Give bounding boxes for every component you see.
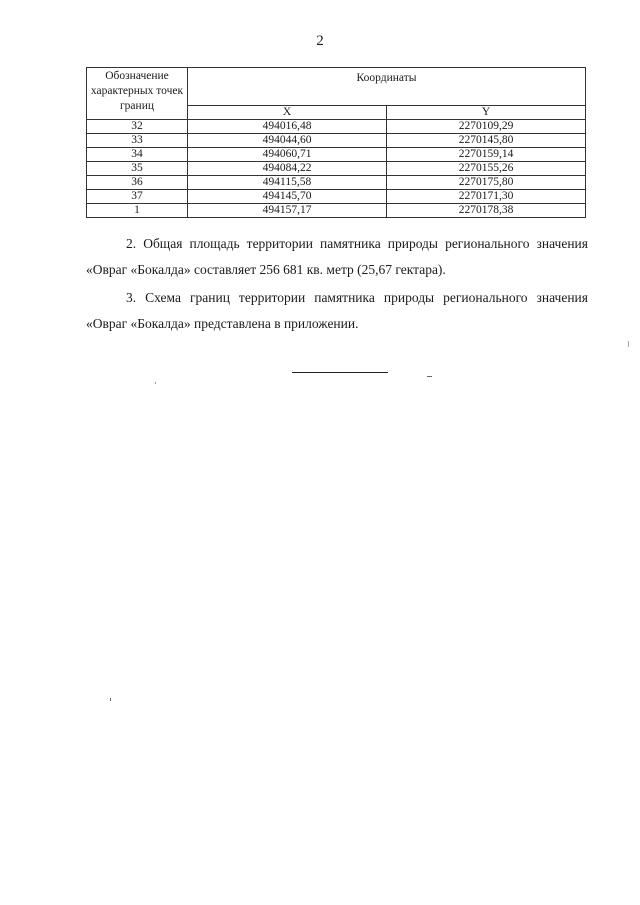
point-designation-header: Обозначение характерных точек границ [87, 68, 188, 120]
y-cell: 2270175,80 [387, 176, 586, 190]
paragraph-total-area: 2. Общая площадь территории памятника природы регионального значения «Овраг «Бокалда» составляет 256 681 кв. метр (25,67 гектара). [86, 236, 588, 277]
point-cell: 35 [87, 162, 188, 176]
paragraph-scheme-reference: 3. Схема границ территории памятника природы регионального значения «Овраг «Бокалда» представлена в приложении. [86, 290, 588, 331]
x-cell: 494145,70 [188, 190, 387, 204]
table-row [87, 176, 586, 190]
x-cell: 494060,71 [188, 148, 387, 162]
y-cell: 2270109,29 [387, 120, 586, 134]
point-cell: 34 [87, 148, 188, 162]
column-y-header: Y [387, 106, 586, 120]
x-cell: 494115,58 [188, 176, 387, 190]
point-cell: 37 [87, 190, 188, 204]
table-row [87, 204, 586, 218]
scan-speck [155, 382, 156, 384]
table-row [87, 162, 586, 176]
x-cell: 494016,48 [188, 120, 387, 134]
y-cell: 2270155,26 [387, 162, 586, 176]
table-row [87, 134, 586, 148]
scan-speck [628, 341, 629, 347]
y-cell: 2270159,14 [387, 148, 586, 162]
point-cell: 36 [87, 176, 188, 190]
y-cell: 2270178,38 [387, 204, 586, 218]
scan-speck [427, 376, 432, 377]
x-cell: 494084,22 [188, 162, 387, 176]
end-of-text-line [292, 372, 388, 373]
table-row [87, 120, 586, 134]
x-cell: 494157,17 [188, 204, 387, 218]
column-x-header: X [188, 106, 387, 120]
page-number: 2 [316, 33, 324, 49]
point-cell: 33 [87, 134, 188, 148]
table-row [87, 190, 586, 204]
x-cell: 494044,60 [188, 134, 387, 148]
y-cell: 2270145,80 [387, 134, 586, 148]
point-cell: 32 [87, 120, 188, 134]
coordinates-table [86, 67, 586, 218]
coordinates-header: Координаты [188, 68, 586, 106]
point-cell: 1 [87, 204, 188, 218]
table-row [87, 148, 586, 162]
scan-speck [110, 698, 111, 701]
y-cell: 2270171,30 [387, 190, 586, 204]
